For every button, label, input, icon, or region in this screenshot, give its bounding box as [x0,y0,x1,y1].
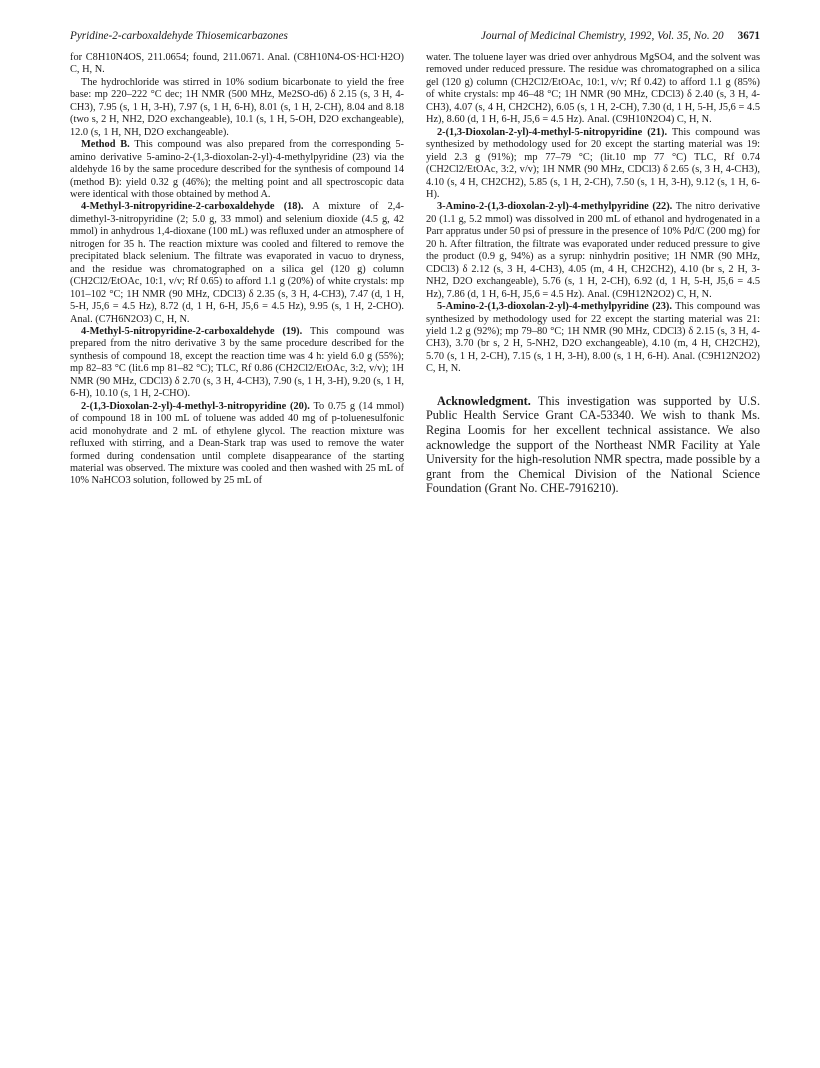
paragraph [70,139,404,201]
paragraph-text: water. The toluene layer was dried over anhydrous MgSO4, and the solvent was removed under reduced pressure. The residue was chromatographed on a silica gel (120 g) column (CH2Cl2/EtOAc, 10:1, v/v; Rf 0.42) to afford 1.1 g (85%) of white crystals: mp 46–48 °C; 1H NMR (90 MHz, CDCl3) δ 2.40 (s, 3 H, 4-CH3), 4.07 (s, 4 H, CH2CH2), 6.05 (s, 1 H, 2-CH), 7.30 (d, 1 H, 5-H, J5,6 = 4.5 Hz), 8.60 (d, 1 H, 6-H, J5,6 = 4.5 Hz). Anal. (C9H10N2O4) C, H, N. [426,52,760,126]
paragraph-heading: 4-Methyl-5-nitropyridine-2-carboxaldehyde (19). [81,325,303,337]
paragraph-text: The nitro derivative 20 (1.1 g, 5.2 mmol) was dissolved in 200 mL of ethanol and hydrogenated in a Parr appratus under 50 psi of pressure in the presence of 10% Pd/C (200 mg) for 20 h. After filtration, the filtrate was evaporated under reduced pressure to give the product (0.9 g, 94%) as a syrup: ninhydrin positive; 1H NMR (90 MHz, CDCl3) δ 2.12 (s, 3 H, 4-CH3), 4.05 (m, 4 H, CH2CH2), 4.10 (br s, 2 H, 3-NH2, D2O exchangeable), 5.76 (s, 1 H, 2-CH), 6.92 (d, 1 H, 5-H, J5,6 = 4.5 Hz), 7.86 (d, 1 H, 6-H, J5,6 = 4.5 Hz). Anal. (C9H12N2O2) C, H, N. [426,201,761,300]
paragraph [70,201,404,326]
paragraph-text: To 0.75 g (14 mmol) of compound 18 in 100 mL of toluene was added 40 mg of p-toluenesulfonic acid monohydrate and 2 mL of ethylene glycol. The reaction mixture was refluxed with stirring, and a Dean-Stark trap was used to remove the water formed during condensation until complete disappearance of the starting material was observed. The mixture was cooled and then washed with 25 mL of 10% NaHCO3 solution, followed by 25 mL of [70,400,404,487]
paragraph [70,401,404,488]
paragraph-text: for C8H10N4OS, 211.0654; found, 211.0671. Anal. (C8H10N4-OS·HCl·H2O) C, H, N. [70,52,404,76]
paragraph [70,326,404,401]
right-column [426,52,760,496]
running-head-title: Pyridine-2-carboxaldehyde Thiosemicarbazones [70,30,288,42]
paragraph-text: This compound was prepared from the nitro derivative 3 by the same procedure described for the synthesis of compound 18, except the reaction time was 4 h: yield 6.0 g (55%); mp 82–83 °C (lit.6 mp 81–82 °C); TLC, Rf 0.86 (CH2Cl2/EtOAc, 3:2, v/v); 1H NMR (90 MHz, CDCl3) δ 2.70 (s, 3 H, 4-CH3), 7.90 (s, 1 H, 3-H), 9.20 (s, 1 H, 6-H), 10.10 (s, 1 H, 2-CHO). [70,325,405,400]
running-head-right [481,30,760,42]
paragraph-heading: Method B. [81,139,130,151]
paragraph-text: This compound was also prepared from the corresponding 5-amino derivative 5-amino-2-(1,3-dioxolan-2-yl)-4-methylpyridine (23) via the aldehyde 16 by the same procedure described for the synthesis of compound 14 (method B): yield 0.32 g (46%); the melting point and all spectroscopic data were identical with those obtained by method A. [70,139,404,200]
running-head [70,30,760,50]
left-column [70,52,404,496]
page-number: 3671 [737,30,760,42]
paragraph-text: A mixture of 2,4-dimethyl-3-nitropyridine (2; 5.0 g, 33 mmol) and selenium dioxide (4.5 g, 42 mmol) in anhydrous 1,4-dioxane (100 mL) was refluxed under an atmosphere of nitrogen for 35 h. The reaction mixture was cooled and filtered to remove the precipitated black selenium. The filtrate was evaporated in vacuo to dryness, and the residue was chromatographed on a silica gel (120 g) column (CH2Cl2/EtOAc, 10:1, v/v; Rf 0.65) to afford 1.1 g (20%) of white crystals: mp 101–102 °C; 1H NMR (90 MHz, CDCl3) δ 2.35 (s, 3 H, 4-CH3), 7.47 (d, 1 H, 5-H, J5,6 = 4.5 Hz), 8.72 (d, 1 H, 6-H, J5,6 = 4.5 Hz), 9.95 (s, 1 H, 2-CHO). Anal. (C7H6N2O3) C, H, N. [70,201,405,325]
paragraph-heading: 2-(1,3-Dioxolan-2-yl)-4-methyl-3-nitropyridine (20). [81,400,310,412]
paragraph [426,201,760,301]
paragraph [426,127,760,202]
body-columns [70,52,760,496]
paragraph-heading: 4-Methyl-3-nitropyridine-2-carboxaldehyde (18). [81,201,304,213]
paragraph-text: This compound was synthesized by methodology used for 22 except the starting material was 21: yield 1.2 g (92%); mp 79–80 °C; 1H NMR (90 MHz, CDCl3) δ 2.15 (s, 3 H, 4-CH3), 3.70 (br s, 2 H, 5-NH2, D2O exchangeable), 4.10 (m, 4 H, CH2CH2), 5.70 (s, 1 H, 2-CH), 7.15 (s, 1 H, 3-H), 8.00 (s, 1 H, 6-H). Anal. (C9H12N2O2) C, H, N. [426,301,760,375]
paragraph [426,52,760,127]
paragraph [70,52,404,77]
paragraph-heading: 2-(1,3-Dioxolan-2-yl)-4-methyl-5-nitropyridine (21). [437,126,668,138]
paragraph-heading: 5-Amino-2-(1,3-dioxolan-2-yl)-4-methylpyridine (23). [437,301,672,313]
paragraph-text: This compound was synthesized by methodology used for 20 except the starting material was 19: yield 2.3 g (91%); mp 77–79 °C; (lit.10 mp 77 °C) TLC, Rf 0.74 (CH2Cl2/EtOAc, 3:2, v/v); 1H NMR (90 MHz, CDCl3) δ 2.65 (s, 3 H, 4-CH3), 4.10 (s, 4 H, CH2CH2), 5.85 (s, 1 H, 2-CH), 7.50 (s, 1 H, 3-H), 9.12 (s, 1 H, 6-H). [426,126,760,200]
acknowledgment-text: This investigation was supported by U.S. Public Health Service Grant CA-53340. We wish to thank Ms. Regina Loomis for her excellent technical assistance. We also acknowledge the support of the Northeast NMR Facility at Yale University for the high-resolution NMR spectra, made possible by a grant from the Chemical Division of the National Science Foundation (Grant No. CHE-7916210). [426,393,761,496]
journal-page [70,30,760,496]
paragraph-text: The hydrochloride was stirred in 10% sodium bicarbonate to yield the free base: mp 220–222 °C dec; 1H NMR (500 MHz, Me2SO-d6) δ 2.15 (s, 3 H, 4-CH3), 7.95 (s, 1 H, 3-H), 7.97 (s, 1 H, 6-H), 8.01 (s, 1 H, 2-CH), 8.04 and 8.18 (two s, 2 H, NH2, D2O exchangeable), 10.1 (s, 1 H, 5-OH, D2O exchangeable), 12.0 (s, 1 H, NH, D2O exchangeable). [70,76,404,138]
acknowledgment-heading: Acknowledgment. [437,393,531,408]
journal-citation: Journal of Medicinal Chemistry, 1992, Vol. 35, No. 20 [480,30,724,42]
paragraph [70,77,404,139]
acknowledgment [426,394,760,496]
paragraph-heading: 3-Amino-2-(1,3-dioxolan-2-yl)-4-methylpyridine (22). [437,201,673,213]
paragraph [426,301,760,376]
